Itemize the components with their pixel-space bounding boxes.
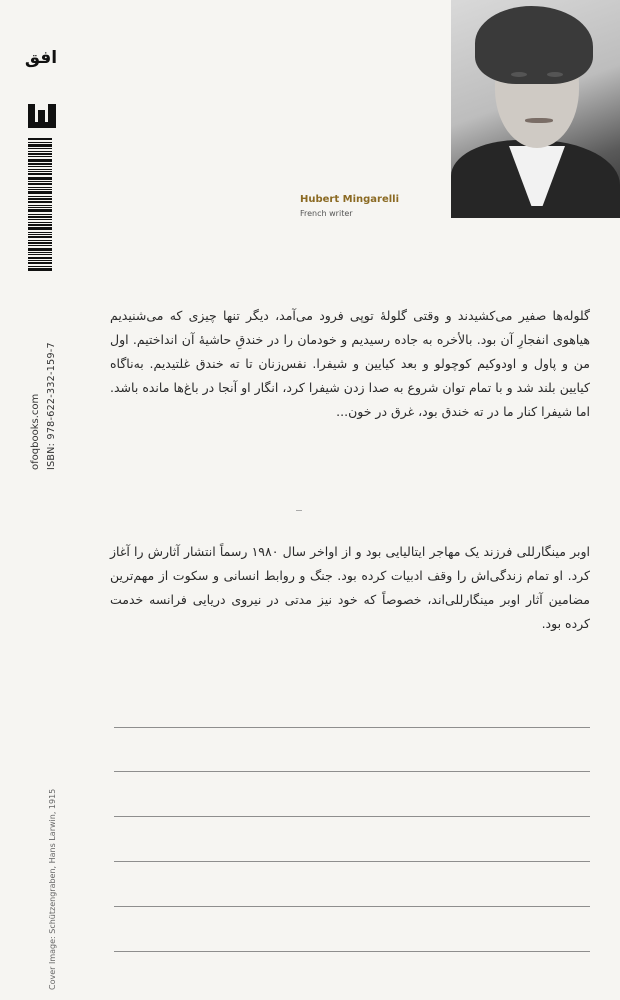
note-line: [114, 861, 590, 862]
author-role: French writer: [300, 209, 353, 218]
section-divider: [296, 510, 302, 511]
publisher-website: ofoqbooks.com: [30, 393, 41, 470]
blurb-excerpt: گلوله‌ها صفیر می‌کشیدند و وقتی گلولهٔ توپی فرود می‌آمد، دیگر تنها چیزی که می‌شنیدیم هیاهوی انفجارِ آن بود. بالأخره به جاده رسیدیم و خودمان را در خندقِ حاشیهٔ آن انداختیم. اول من و پاول و اودوکیم کوچولو و بعد کیایین و شیفرا. نفس‌زنان تا ته خندق غلتیدیم. به‌ناگاه کیایین بلند شد و با تمام توان شروع به صدا زدن شیفرا کرد، انگار او آنجا در باغ‌ها مانده باشد. اما شیفرا کنار ما در ته خندق بود، غرق در خون...: [110, 308, 590, 419]
imprint-logo-icon: [26, 100, 58, 130]
note-line: [114, 816, 590, 817]
note-line: [114, 771, 590, 772]
author-name: Hubert Mingarelli: [300, 194, 400, 205]
barcode: [28, 138, 52, 288]
author-bio: اوبر مینگارللی فرزند یک مهاجر ایتالیایی بود و از اواخر سال ۱۹۸۰ رسماً انتشار آثارش را آغاز کرد. او تمام زندگی‌اش را وقف ادبیات کرده بود. جنگ و روابط انسانی و سکوت از مهم‌ترین مضامین آثار اوبر مینگارللی‌اند، خصوصاً که خود نیز مدتی در نیروی دریایی فرانسه خدمت کرده بود.: [110, 544, 590, 631]
isbn-number: ISBN: 978-622-332-159-7: [46, 342, 57, 470]
note-line: [114, 951, 590, 952]
publisher-logo: افق: [24, 48, 58, 68]
author-photo: [451, 0, 620, 218]
note-line: [114, 727, 590, 728]
book-spine-strip: [0, 0, 72, 1000]
note-line: [114, 906, 590, 907]
cover-image-credit: Cover Image: Schützengraben, Hans Larwin, 1915: [48, 788, 57, 990]
